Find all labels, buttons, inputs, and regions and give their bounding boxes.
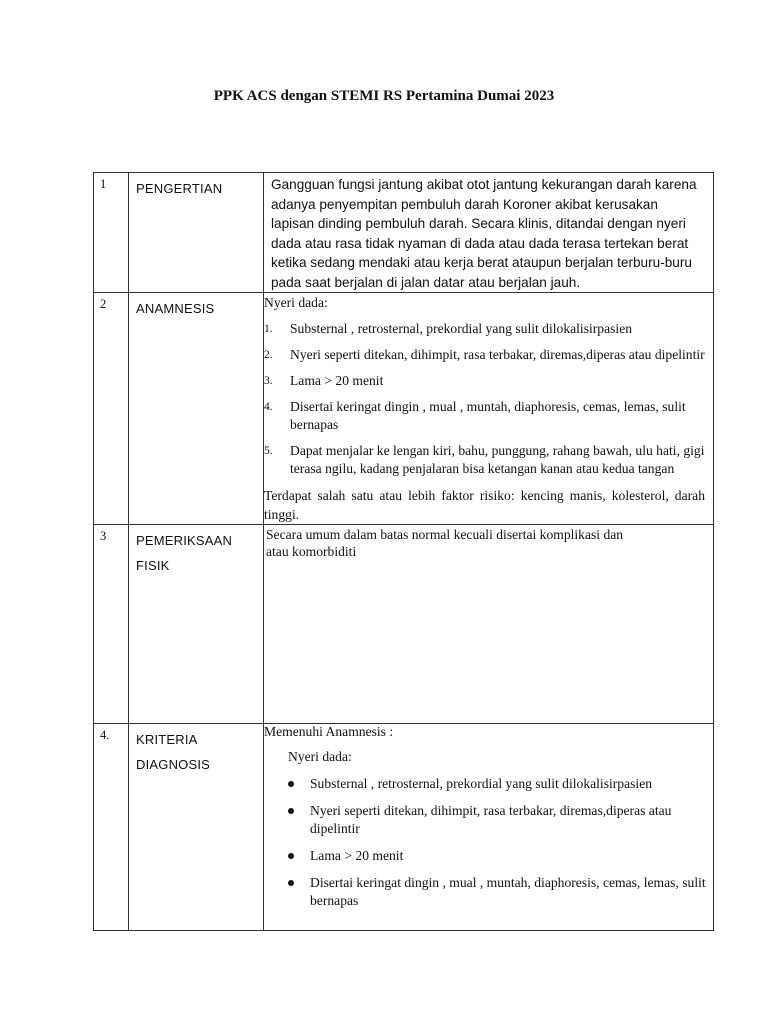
list-item: [288, 802, 713, 838]
list-item: [264, 320, 713, 338]
list-item-text: Lama > 20 menit: [290, 373, 384, 388]
definition-text: [264, 173, 713, 292]
table-row-anamnesis: [94, 293, 714, 525]
anamnesis-intro: Nyeri dada:: [264, 295, 328, 310]
list-item-text: Disertai keringat dingin , mual , muntah, diaphoresis, cemas, lemas, sulit bernapas: [290, 399, 686, 432]
list-item: [264, 346, 713, 364]
bullet-icon: [288, 880, 294, 886]
list-item: [264, 372, 713, 390]
row-heading: ANAMNESIS: [136, 301, 215, 316]
list-item-text: Disertai keringat dingin , mual , muntah, diaphoresis, cemas, lemas, sulit bernapas: [310, 875, 706, 908]
list-item: [288, 775, 713, 793]
row-number: 2: [100, 297, 107, 311]
list-item-text: Nyeri seperti ditekan, dihimpit, rasa terbakar, diremas,diperas atau dipelintir: [290, 347, 705, 362]
row-heading: PENGERTIAN: [136, 181, 223, 196]
list-item-text: Nyeri seperti ditekan, dihimpit, rasa terbakar, diremas,diperas atau dipelintir: [310, 803, 672, 836]
row-heading: [129, 525, 263, 578]
table-row-pemeriksaan-fisik: [94, 525, 714, 724]
row-heading-line: DIAGNOSIS: [136, 757, 211, 772]
bullet-icon: [288, 781, 294, 787]
list-item-text: Lama > 20 menit: [310, 848, 404, 863]
anamnesis-list: [264, 320, 713, 478]
table-row-kriteria-diagnosis: [94, 724, 714, 931]
ppk-table: [93, 172, 714, 931]
definition-line: adanya penyempitan pembuluh darah Koroner akibat kerusakan: [271, 196, 658, 212]
definition-line: lapisan dinding pembuluh darah. Secara klinis, ditandai dengan nyeri: [271, 216, 686, 231]
list-item-text: Substernal , retrosternal, prekordial yang sulit dilokalisirpasien: [290, 321, 633, 336]
definition-line: dada atau rasa tidak nyaman di dada atau dada terasa tertekan berat: [271, 235, 689, 251]
list-item: [264, 442, 713, 478]
row-number: 3: [100, 529, 107, 543]
list-marker: 4.: [264, 401, 273, 413]
list-item-text: Dapat menjalar ke lengan kiri, bahu, punggung, rahang bawah, ulu hati, gigi terasa ngilu, kadang penjalaran bisa ketangan kanan atau kedua tangan: [290, 443, 705, 476]
list-item: [264, 398, 713, 434]
physical-exam-text: [264, 525, 713, 560]
table-row-pengertian: [94, 173, 714, 293]
bullet-icon: [288, 808, 294, 814]
list-marker: 5.: [264, 445, 273, 457]
risk-factors-text: Terdapat salah satu atau lebih faktor risiko: kencing manis, kolesterol, darah tinggi.: [264, 488, 705, 522]
row-heading: [129, 724, 263, 777]
list-item-text: Substernal , retrosternal, prekordial yang sulit dilokalisirpasien: [310, 776, 653, 791]
document-title: PPK ACS dengan STEMI RS Pertamina Dumai 2023: [213, 88, 555, 104]
diagnosis-list: [288, 775, 713, 910]
physical-exam-line: Secara umum dalam batas normal kecuali disertai komplikasi dan: [266, 527, 624, 542]
definition-line: pada saat berjalan di jalan datar atau berjalan jauh.: [271, 274, 581, 290]
row-heading-line: PEMERIKSAAN: [136, 533, 233, 548]
list-item: [288, 847, 713, 865]
diagnosis-subheading: Nyeri dada:: [288, 749, 352, 764]
definition-line: ketika sedang mendaki atau kerja berat ataupun berjalan terburu-buru: [271, 255, 692, 270]
bullet-icon: [288, 853, 294, 859]
list-marker: 2.: [264, 349, 273, 361]
list-item: [288, 874, 713, 910]
physical-exam-line: atau komorbiditi: [266, 544, 357, 559]
row-heading-line: FISIK: [136, 558, 170, 573]
definition-line: Gangguan fungsi jantung akibat otot jantung kekurangan darah karena: [271, 177, 697, 192]
list-marker: 3.: [264, 375, 273, 387]
row-number: 4.: [100, 728, 110, 742]
list-marker: 1.: [264, 323, 273, 335]
row-heading-line: KRITERIA: [136, 732, 198, 747]
row-number: 1: [100, 177, 107, 191]
diagnosis-intro: Memenuhi Anamnesis :: [264, 724, 394, 739]
